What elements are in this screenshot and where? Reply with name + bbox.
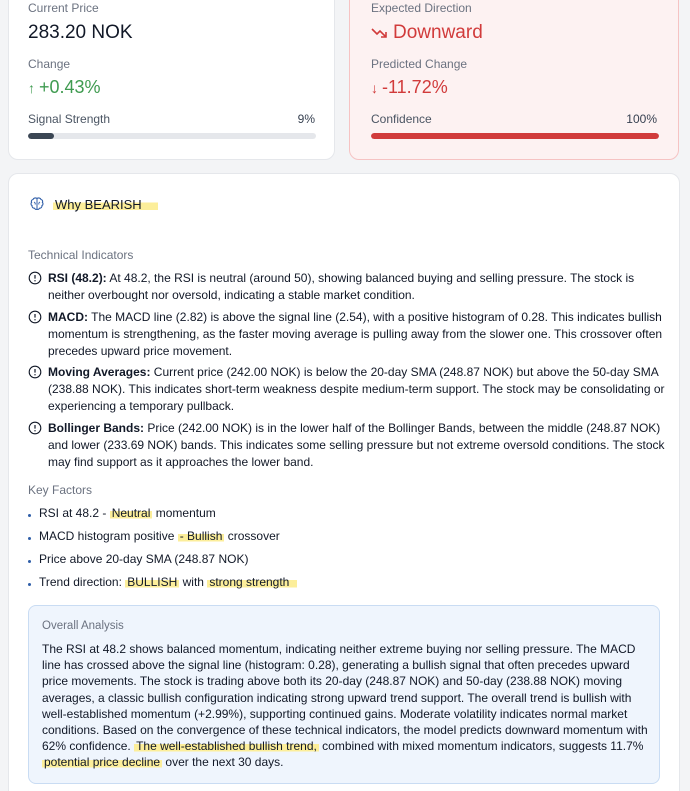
predicted-change-label: Predicted Change bbox=[371, 57, 468, 71]
indicator-macd-text: MACD: The MACD line (2.82) is above the signal line (2.54), with a positive histogram of 0.28. This indicates bullish momentum is strengthening, as the faster moving average is pulling away from the slower one. This crossover often precedes upward price movement. bbox=[48, 310, 663, 358]
why-title bbox=[29, 196, 158, 212]
confidence-fill bbox=[371, 133, 659, 139]
signal-strength-label: Signal Strength bbox=[28, 112, 111, 126]
direction-value: Downward bbox=[393, 22, 483, 43]
signal-strength-fill bbox=[28, 133, 54, 139]
overall-analysis-panel bbox=[28, 605, 660, 784]
key-factor-text: Price above 20-day SMA (248.87 NOK) bbox=[39, 552, 249, 566]
price-card bbox=[8, 0, 335, 160]
bullet-dot-icon bbox=[28, 583, 31, 586]
key-factor-trend bbox=[28, 575, 297, 589]
change-value: +0.43% bbox=[39, 77, 101, 97]
direction-label: Expected Direction bbox=[371, 1, 472, 15]
indicator-bollinger-bands bbox=[28, 420, 668, 471]
change-value-row bbox=[28, 77, 101, 98]
indicator-macd bbox=[28, 309, 668, 360]
key-factor-text: MACD histogram positive - Bullish crossover bbox=[39, 529, 280, 543]
signal-strength-value: 9% bbox=[297, 112, 315, 126]
arrow-down-icon: ↓ bbox=[371, 80, 378, 96]
indicator-rsi bbox=[28, 270, 668, 304]
key-factor-rsi bbox=[28, 506, 216, 520]
bullet-dot-icon bbox=[28, 537, 31, 540]
overall-analysis-text: The RSI at 48.2 shows balanced momentum, indicating neither extreme buying nor selling pressure. The MACD line has crossed above the signal line (histogram: 0.28), generating a bullish signal that often precedes upward price movements. The stock is trading above both its 20-day (248.87 NOK) and 50-day (238.88 NOK) moving averages, a classic bullish configuration indicating strong upward trend support. The overall trend is bullish with well-established momentum (+2.99%), supporting continued gains. Moderate volatility indicates normal market conditions. Based on the convergence of these technical indicators, the model predicts downward momentum with 62% confidence. The well-established bullish trend, combined with mixed momentum indicators, suggests 11.7% potential price decline over the next 30 days. bbox=[42, 642, 648, 770]
predicted-change-value: -11.72% bbox=[382, 77, 448, 97]
alert-circle-icon bbox=[28, 310, 42, 324]
alert-circle-icon bbox=[28, 421, 42, 435]
change-label: Change bbox=[28, 57, 71, 71]
bullet-dot-icon bbox=[28, 560, 31, 563]
alert-circle-icon bbox=[28, 365, 42, 379]
trending-down-icon bbox=[371, 27, 387, 39]
key-factors-heading: Key Factors bbox=[28, 483, 93, 497]
current-price-label: Current Price bbox=[28, 1, 99, 15]
why-card bbox=[8, 173, 680, 791]
technical-indicators-heading: Technical Indicators bbox=[28, 248, 134, 262]
key-factor-text: Trend direction: BULLISH with strong strength bbox=[39, 575, 297, 589]
indicator-rsi-text: RSI (48.2): At 48.2, the RSI is neutral (around 50), showing balanced buying and selling pressure. The stock is neither overbought nor oversold, indicating a stable market condition. bbox=[48, 271, 635, 302]
key-factor-text: RSI at 48.2 - Neutral momentum bbox=[39, 506, 216, 520]
confidence-bar bbox=[371, 133, 659, 139]
indicator-moving-averages bbox=[28, 364, 668, 415]
key-factor-macd bbox=[28, 529, 280, 543]
key-factor-sma bbox=[28, 552, 248, 566]
alert-circle-icon bbox=[28, 271, 42, 285]
direction-row bbox=[371, 22, 483, 44]
overall-analysis-heading: Overall Analysis bbox=[42, 620, 124, 632]
prediction-card bbox=[349, 0, 679, 160]
confidence-value: 100% bbox=[626, 112, 657, 126]
signal-strength-bar bbox=[28, 133, 316, 139]
indicator-bollinger-bands-text: Bollinger Bands: Price (242.00 NOK) is in the lower half of the Bollinger Bands, between the middle (248.87 NOK) and lower (233.69 NOK) bands. This indicates some selling pressure but not extreme oversold conditions. The stock may find support as it approaches the lower band. bbox=[48, 421, 665, 469]
confidence-label: Confidence bbox=[371, 112, 432, 126]
indicator-moving-averages-text: Moving Averages: Current price (242.00 NOK) is below the 20-day SMA (248.87 NOK) but above the 50-day SMA (238.88 NOK). This indicates short-term weakness despite medium-term support. The stock may be consolidating or experiencing a temporary pullback. bbox=[48, 365, 665, 413]
why-title-text: Why BEARISH bbox=[53, 197, 158, 212]
brain-icon bbox=[29, 196, 45, 212]
current-price-value: 283.20 NOK bbox=[28, 22, 133, 43]
bullet-dot-icon bbox=[28, 514, 31, 517]
arrow-up-icon: ↑ bbox=[28, 80, 35, 96]
predicted-change-row bbox=[371, 77, 448, 98]
